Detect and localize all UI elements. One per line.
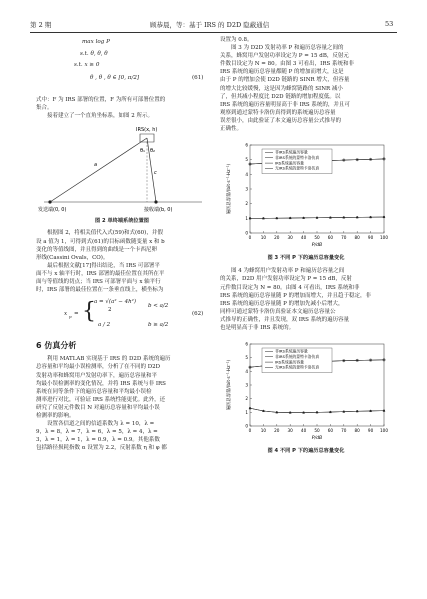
paragraph-coordinate-intro xyxy=(36,112,208,120)
x-axis-label: P/dB xyxy=(311,436,323,442)
text-line: 元件数目设定为 N = 80。由图 4 可看出，IRS 系统和非 xyxy=(220,284,360,291)
left-column xyxy=(36,36,208,452)
text-line: 的关系，D2D 用户发射功率设定为 P = 15 dB，反射 xyxy=(220,276,352,283)
y-tick-label: 2 xyxy=(245,396,248,402)
rx-node-icon xyxy=(154,201,157,204)
x-tick-label: 10 xyxy=(260,428,267,434)
length-c: c xyxy=(154,170,157,177)
text-line: 关系，蜂窝用户发射功率设定为 P = 15 dB，反射元 xyxy=(220,53,349,60)
legend-entry: 无IRS系统的蒙特卡洛仿真 xyxy=(275,165,320,171)
path-tx-to-irs xyxy=(50,138,147,202)
y-tick-label: 1 xyxy=(245,409,248,415)
text-line: 了，但其减小程度比 D2D 链路的增加程度低。以 xyxy=(220,93,341,100)
y-tick-label: 3 xyxy=(245,382,248,388)
figure-4 xyxy=(220,338,392,455)
rx-label: 接收端(b, 0) xyxy=(144,207,173,214)
angle-theta2: θ₂ xyxy=(150,148,156,155)
equation-62 xyxy=(36,294,208,336)
legend-entry: 非IRS系统遍历容量 xyxy=(275,348,308,354)
y-tick-label: 2 xyxy=(245,201,248,207)
x-tick-label: 60 xyxy=(327,235,334,241)
paragraph-fig3-discussion xyxy=(220,44,392,133)
text-line: 由于 P 的增加会使 D2D 链路的 SINR 增大，但容量 xyxy=(220,77,350,84)
text-line: 均最小误检测率的变化情况，并将 IRS 系统与非 IRS xyxy=(36,380,166,387)
x-tick-label: 50 xyxy=(314,428,320,434)
x-tick-label: 10 xyxy=(260,235,267,241)
figure-4-caption: 图 4 不同 P 下的遍历总容量变化 xyxy=(267,448,345,455)
x-tick-label: 30 xyxy=(287,428,293,434)
text-line: 发射功率和蜂窝用户发射功率下，遍历总容量和平 xyxy=(36,372,158,379)
text-line: 同样可通过蒙特卡洛仿真验证本文遍历总容量公 xyxy=(220,308,336,315)
y-tick-label: 5 xyxy=(245,157,248,163)
eq62-lhs: x xyxy=(64,311,68,318)
text-line: IRS 系统的遍历总容量随 P 的增加先减小后增大， xyxy=(220,300,344,307)
x-tick-label: 70 xyxy=(341,428,347,434)
text-line: 也是明显高于非 IRS 系统的。 xyxy=(220,324,295,331)
x-tick-label: 0 xyxy=(248,235,252,241)
legend-entry: IRS系统遍历容量 xyxy=(275,359,304,365)
eq62-case1-denominator: 2 xyxy=(108,307,112,314)
text-line: 检测率的影响。 xyxy=(36,412,75,419)
text-line: 接着建立了一个直角坐标系，如图 2 所示。 xyxy=(47,113,153,120)
text-line: 件数目设定为 N = 80。由图 3 可看出，IRS 系统和非 xyxy=(220,61,354,68)
eq61-domain: θ , θ , θ ∈ [0, π/2] xyxy=(90,75,140,81)
y-tick-label: 3 xyxy=(245,186,248,192)
text-line: 图 3 为 D2D 发射功率 P 和遍历总容量之间的 xyxy=(231,45,344,52)
text-line: 面不与 x 轴平行时，IRS 部署的最佳位置在其所在平 xyxy=(36,270,165,277)
figure-3 xyxy=(220,139,392,262)
section-6-heading: 6 仿真分析 xyxy=(36,341,77,351)
eq61-number: (61) xyxy=(192,75,204,81)
text-line: 最后根据文献[17]得出结论，当 IRS 可部署平 xyxy=(47,262,160,269)
header-rule xyxy=(30,32,397,33)
figure-3-chart xyxy=(220,139,392,251)
y-tick-label: 6 xyxy=(245,142,248,148)
legend-entry: IRS系统遍历容量 xyxy=(275,160,304,166)
text-line: 总容量和平均最小误检测率，分析了在不同的 D2D xyxy=(36,364,161,371)
figure-2 xyxy=(36,122,208,225)
text-line: 式中：F 为 IRS 部署的位置，F 为所有可部署位置的 xyxy=(36,97,166,103)
x-tick-label: 0 xyxy=(248,428,252,434)
text-line: 形线(Cassini Ovals，CO)。 xyxy=(36,254,109,261)
eq62-lhs-sub: p xyxy=(69,314,72,320)
x-tick-label: 20 xyxy=(274,235,280,241)
eq62-equals: = xyxy=(74,311,79,318)
text-line: 设 a 值为 1，可得到式(61)的目标函数随变量 x 和 b xyxy=(36,238,165,245)
figure-2-diagram xyxy=(36,122,208,214)
text-line: 设置各信道之间的信道系数为 λ = 10，λ = xyxy=(47,421,155,428)
y-tick-label: 0 xyxy=(245,423,248,429)
eq61-objective: max log P xyxy=(82,39,110,45)
x-tick-label: 80 xyxy=(354,235,360,241)
right-column xyxy=(220,36,392,457)
eq62-cond2: b ≥ a/2 xyxy=(148,322,169,329)
paragraph-cassini xyxy=(36,229,208,261)
y-tick-label: 0 xyxy=(245,230,248,236)
x-tick-label: 50 xyxy=(314,235,320,241)
length-a: a xyxy=(94,162,98,169)
x-tick-label: 90 xyxy=(367,428,374,434)
x-tick-label: 70 xyxy=(341,235,347,241)
y-tick-label: 1 xyxy=(245,215,248,221)
x-tick-label: 60 xyxy=(327,428,334,434)
text-line: 变化的等值线图，并且得到的曲线是一个卡西尼卵 xyxy=(36,246,158,253)
eq61-constraint: s.t. x ≥ 0 xyxy=(74,62,100,68)
equation-61 xyxy=(36,36,208,96)
legend-entry: 非IRS系统的蒙特卡洛仿真 xyxy=(275,353,320,359)
text-line: 9，λ = 8，λ = 7，λ = 6，λ = 5，λ = 4，λ = xyxy=(36,429,158,436)
paragraph-f-definition xyxy=(36,96,208,112)
legend-entry: 非IRS系统遍历容量 xyxy=(275,149,308,155)
figure-4-chart xyxy=(220,338,392,444)
tx-label: 发送端(0, 0) xyxy=(38,207,67,214)
text-line: 集合。 xyxy=(36,105,53,112)
header-issue: 第 2 期 xyxy=(30,21,52,29)
y-tick-label: 6 xyxy=(245,341,248,347)
legend-entry: 无IRS系统的蒙特卡洛仿真 xyxy=(275,364,320,370)
x-tick-label: 30 xyxy=(287,235,293,241)
y-axis-label: 遍历总容量/(bit·s⁻¹·Hz⁻¹) xyxy=(227,359,232,411)
x-axis-label: P/dB xyxy=(311,243,323,249)
header-page-number: 53 xyxy=(385,20,394,28)
text-line: 图 4 为蜂窝用户发射功率 P 和遍历总容量之间 xyxy=(231,268,345,275)
text-line: 时，IRS 部署的最佳位置在一条垂直线上，横坐标为 xyxy=(36,287,164,294)
text-line: 观察到通过蒙特卡洛仿真得到的系统遍历总容量 xyxy=(220,109,336,116)
eq62-brace: { xyxy=(82,299,96,325)
x-tick-label: 80 xyxy=(354,428,360,434)
text-line: 3，λ = 1，λ = 1，λ = 0.9，λ = 0.9。其他系数 xyxy=(36,437,160,444)
text-line: 的增大比较缓慢，这是因为蜂窝链路的 SINR 减小 xyxy=(220,85,343,92)
text-line: 正确性。 xyxy=(220,126,243,133)
header-title: 顾恭晨，等：基于 IRS 的 D2D 隐蔽通信 xyxy=(150,21,270,29)
y-tick-label: 4 xyxy=(245,171,248,177)
text-line: 面与等值线的切点；当 IRS 可部署平面与 x 轴平行 xyxy=(36,279,161,286)
text-line: IRS 系统的遍历总容量随 P 的增加而增大，并且趋于稳定，非 xyxy=(220,292,372,299)
y-tick-label: 4 xyxy=(245,368,248,374)
paragraph-reflection-coeff xyxy=(220,36,392,44)
text-line: 利用 MATLAB 实现基于 IRS 的 D2D 系统的遍历 xyxy=(47,356,171,363)
x-tick-label: 40 xyxy=(300,428,307,434)
eq62-number: (62) xyxy=(192,311,204,318)
x-tick-label: 100 xyxy=(380,235,388,241)
y-axis-label: 遍历总容量/(bit·s⁻¹·Hz⁻¹) xyxy=(227,163,232,215)
eq61-vars: s.t. θ, θ, θ xyxy=(80,51,108,57)
x-tick-label: 100 xyxy=(380,428,388,434)
text-line: 设置为 0.8。 xyxy=(220,37,253,43)
text-line: 研究了反射元件数目 N 对遍历总容量和平均最小误 xyxy=(36,404,160,411)
figure-2-caption: 图 2 单终端系统位置图 xyxy=(95,218,149,225)
text-line: 式推导的正确性，并且发现，双 IRS 系统的遍历容量 xyxy=(220,316,350,323)
text-line: 测率进行对比，可验证 IRS 系统性能更优。此外，还 xyxy=(36,396,166,403)
x-tick-label: 40 xyxy=(300,235,307,241)
paragraph-fig4-discussion xyxy=(220,267,392,332)
eq62-case2: a / 2 xyxy=(98,322,111,329)
irs-label: IRS(x, h) xyxy=(136,127,158,134)
x-tick-label: 20 xyxy=(274,428,280,434)
tx-node-icon xyxy=(48,201,51,204)
text-line: 包括路径损耗指数 α 设置为 2.2，反射系数 η 和 φ 都 xyxy=(36,445,167,452)
text-line: IRS 系统的遍历总容量都随 P 的增加而增大，这是 xyxy=(220,69,344,76)
figure-3-caption: 图 3 不同 P 下的遍历总容量变化 xyxy=(267,255,345,262)
y-tick-label: 5 xyxy=(245,355,248,361)
paragraph-conclusion xyxy=(36,262,208,294)
text-line: 误差很小，由此验证了本文遍历总容量公式推导的 xyxy=(220,117,342,124)
paragraph-channel-coefficients xyxy=(36,420,208,452)
text-line: 根据图 2，将相关值代入式(59)和式(60)，并假 xyxy=(47,230,163,237)
legend-entry: 非IRS系统的蒙特卡洛仿真 xyxy=(275,155,320,161)
angle-theta1: θ₁ xyxy=(140,148,146,155)
eq62-cond1: b < a/2 xyxy=(148,303,169,310)
paragraph-simulation-intro xyxy=(36,355,208,420)
x-tick-label: 90 xyxy=(367,235,374,241)
eq62-case1: a = √(a² − 4h²) xyxy=(94,299,137,306)
text-line: IRS 系统的遍历容量明显高于非 IRS 系统的，并且可 xyxy=(220,101,350,108)
text-line: 系统在同等条件下的遍历总容量和平均最小误检 xyxy=(36,388,152,395)
